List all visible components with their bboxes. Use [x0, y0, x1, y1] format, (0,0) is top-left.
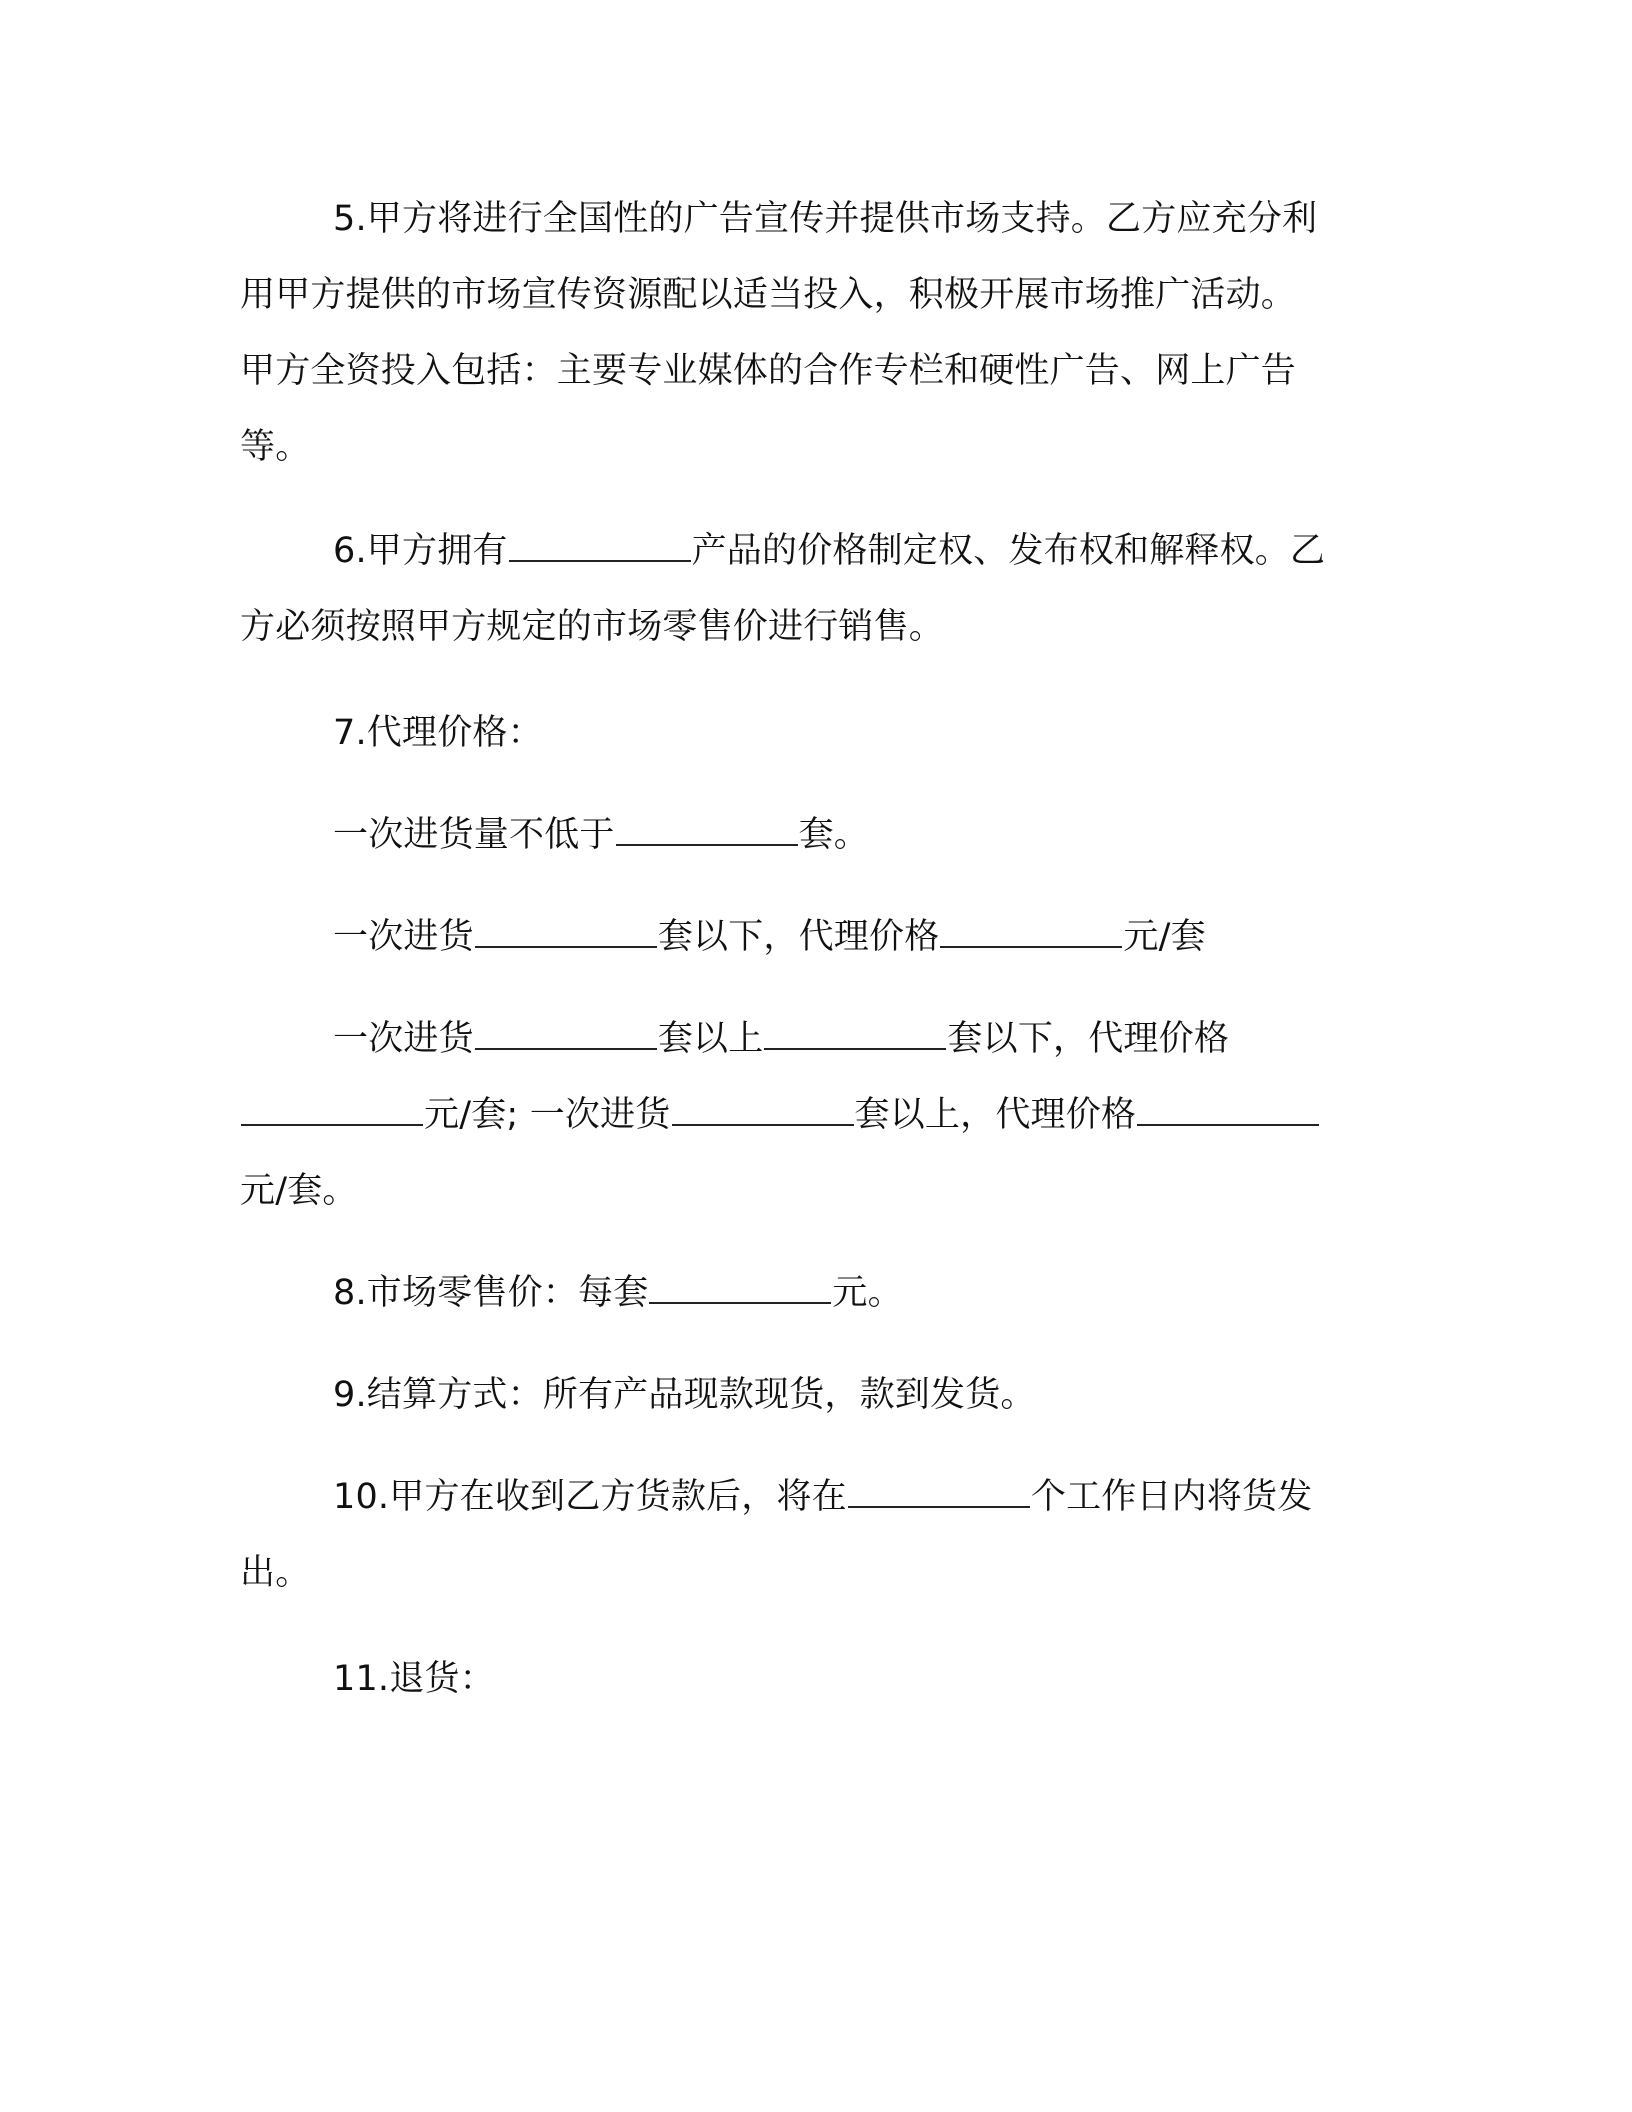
clause-10-line-2: 出。: [240, 1553, 311, 1593]
tier-1-text-c: 元/套: [1123, 917, 1206, 957]
clause-10-text-a: 10.甲方在收到乙方货款后，将在: [333, 1477, 847, 1517]
clause-6-text-a: 6.甲方拥有: [333, 531, 508, 571]
fill-blank-tier-2-price: [241, 1094, 423, 1126]
tier-2-text-e: 套以上，代理价格: [854, 1095, 1137, 1135]
clause-6-line-1: [333, 528, 1325, 574]
clause-10-line-1: [333, 1474, 1312, 1520]
clause-7-tier-1: [333, 914, 1206, 960]
tier-2-text-a: 一次进货: [333, 1019, 474, 1059]
clause-7-heading: 7.代理价格：: [333, 713, 543, 753]
fill-blank-tier-2-min: [475, 1018, 657, 1050]
clause-7-min-order: [333, 812, 869, 858]
clause-7-tier-2-line-1: [333, 1016, 1229, 1062]
fill-blank-product: [509, 530, 691, 562]
tier-1-text-a: 一次进货: [333, 917, 474, 957]
min-order-text-b: 套。: [798, 815, 870, 855]
clause-7-tier-2-line-2: [240, 1092, 1320, 1138]
clause-5-line-2: 用甲方提供的市场宣传资源配以适当投入，积极开展市场推广活动。: [240, 275, 1297, 315]
clause-7-tier-2-line-3: 元/套。: [240, 1171, 358, 1211]
fill-blank-min-quantity: [616, 814, 798, 846]
clause-8-text-a: 8.市场零售价：每套: [333, 1273, 649, 1313]
tier-1-text-b: 套以下，代理价格: [657, 917, 940, 957]
tier-2-text-b: 套以上: [657, 1019, 764, 1059]
fill-blank-working-days: [848, 1476, 1030, 1508]
fill-blank-retail-price: [649, 1272, 831, 1304]
tier-2-text-c: 套以下，代理价格: [947, 1019, 1230, 1059]
min-order-text-a: 一次进货量不低于: [333, 815, 615, 855]
fill-blank-tier-3-quantity: [672, 1094, 854, 1126]
clause-8-text-b: 元。: [832, 1273, 903, 1313]
clause-5-line-3: 甲方全资投入包括：主要专业媒体的合作专栏和硬性广告、网上广告: [240, 351, 1297, 391]
tier-2-text-d: 元/套; 一次进货: [424, 1095, 671, 1135]
fill-blank-tier-3-price: [1137, 1094, 1319, 1126]
clause-6-line-2: 方必须按照甲方规定的市场零售价进行销售。: [240, 607, 945, 647]
clause-10-text-b: 个工作日内将货发: [1030, 1477, 1313, 1517]
clause-11-heading: 11.退货：: [333, 1659, 495, 1699]
clause-6-text-b: 产品的价格制定权、发布权和解释权。乙: [691, 531, 1326, 571]
clause-5-line-1: 5.甲方将进行全国性的广告宣传并提供市场支持。乙方应充分利: [333, 199, 1318, 239]
fill-blank-tier-1-quantity: [475, 916, 657, 948]
fill-blank-tier-2-max: [764, 1018, 946, 1050]
clause-9-settlement: 9.结算方式：所有产品现款现货，款到发货。: [333, 1375, 1036, 1415]
clause-8-retail-price: [333, 1270, 903, 1316]
fill-blank-tier-1-price: [940, 916, 1122, 948]
clause-5-line-4: 等。: [240, 427, 311, 467]
